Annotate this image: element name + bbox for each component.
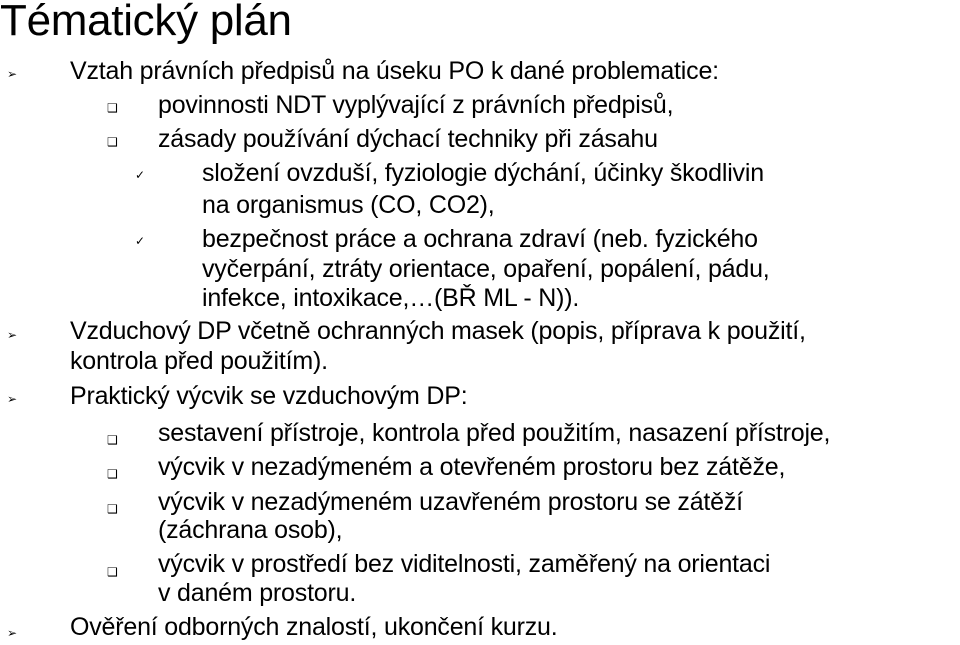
square-bullet-icon: ❑ [107,565,118,579]
bullet-text: sestavení přístroje, kontrola před použitím, nasazení přístroje, [158,419,831,447]
square-bullet-icon: ❑ [107,467,118,481]
square-bullet-icon: ❑ [107,433,118,447]
check-bullet-icon: ✓ [135,168,146,182]
bullet-text: povinnosti NDT vyplývající z právních předpisů, [158,91,674,119]
check-bullet-icon: ✓ [135,234,146,248]
arrow-bullet-icon: ➢ [7,67,18,81]
bullet-text: v daném prostoru. [158,579,357,607]
arrow-bullet-icon: ➢ [7,392,18,406]
bullet-text: (záchrana osob), [158,516,343,544]
bullet-text: složení ovzduší, fyziologie dýchání, účinky škodlivin [202,159,764,187]
bullet-text: Vzduchový DP včetně ochranných masek (popis, příprava k použití, [70,317,806,345]
bullet-text: výcvik v nezadýmeném uzavřeném prostoru se zátěží [158,488,743,516]
bullet-text: kontrola před použitím). [70,347,328,375]
square-bullet-icon: ❑ [107,135,118,149]
bullet-text: výcvik v prostředí bez viditelnosti, zaměřený na orientaci [158,550,771,578]
bullet-text: Ověření odborných znalostí, ukončení kurzu. [70,613,558,641]
bullet-text: zásady používání dýchací techniky při zásahu [158,125,658,153]
bullet-text: bezpečnost práce a ochrana zdraví (neb. fyzického [202,225,758,253]
bullet-text: Vztah právních předpisů na úseku PO k dané problematice: [70,57,719,85]
bullet-text: vyčerpání, ztráty orientace, opaření, popálení, pádu, [202,255,770,283]
square-bullet-icon: ❑ [107,101,118,115]
arrow-bullet-icon: ➢ [7,328,18,342]
bullet-text: na organismus (CO, CO2), [202,191,495,219]
bullet-text: Praktický výcvik se vzduchovým DP: [70,382,468,410]
square-bullet-icon: ❑ [107,502,118,516]
bullet-text: výcvik v nezadýmeném a otevřeném prostoru bez zátěže, [158,453,786,481]
arrow-bullet-icon: ➢ [7,626,18,640]
slide-title: Tématický plán [0,0,292,45]
bullet-text: infekce, intoxikace,…(BŘ ML - N)). [202,284,580,312]
